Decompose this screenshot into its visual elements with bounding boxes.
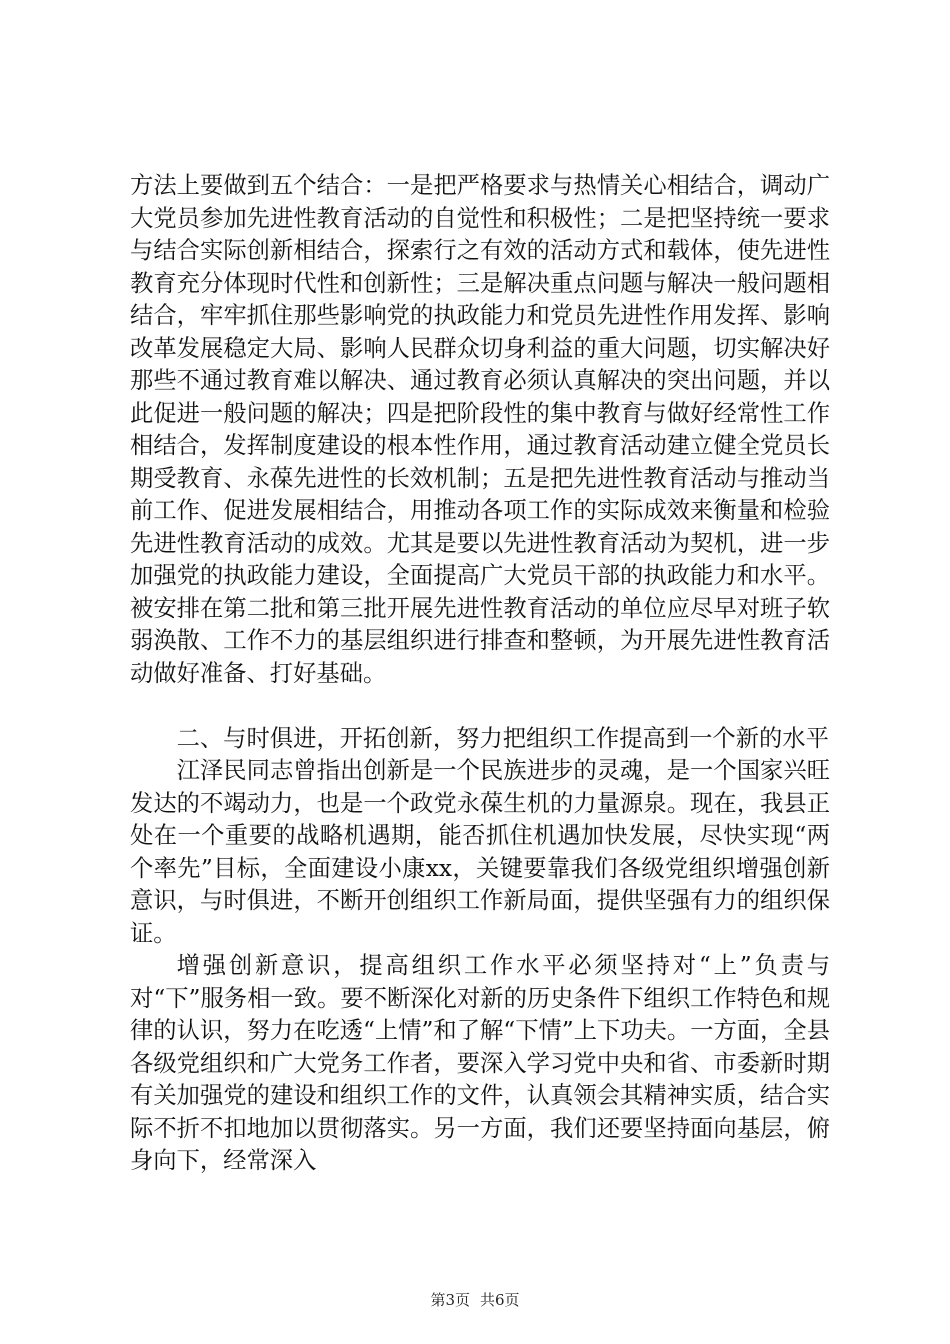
page-footer — [0, 1290, 950, 1310]
page-total: 共6页 — [480, 1291, 520, 1309]
section-heading-innovation: 二、与时俱进，开拓创新，努力把组织工作提高到一个新的水平 — [176, 724, 829, 752]
document-body — [130, 170, 830, 1178]
paragraph-upper-lower-service: 增强创新意识，提高组织工作水平必须坚持对“上”负责与对“下”服务相一致。要不断深化对新的历史条件下组织工作特色和规律的认识，努力在吃透“上情”和了解“下情”上下功夫。一方面，全县各级党组织和广大党务工作者，要深入学习党中央和省、市委新时期有关加强党的建设和组织工作的文件，认真领会其精神实质，结合实际不折不扣地加以贯彻落实。另一方面，我们还要坚持面向基层，俯身向下，经常深入 — [130, 952, 830, 1174]
paragraph-five-combinations: 方法上要做到五个结合：一是把严格要求与热情关心相结合，调动广大党员参加先进性教育活动的自觉性和积极性；二是把坚持统一要求与结合实际创新相结合，探索行之有效的活动方式和载体，使先进性教育充分体现时代性和创新性；三是解决重点问题与解决一般问题相结合，牢牢抓住那些影响党的执政能力和党员先进性作用发挥、影响改革发展稳定大局、影响人民群众切身利益的重大问题，切实解决好那些不通过教育难以解决、通过教育必须认真解决的突出问题，并以此促进一般问题的解决；四是把阶段性的集中教育与做好经常性工作相结合，发挥制度建设的根本性作用，通过教育活动建立健全党员长期受教育、永葆先进性的长效机制；五是把先进性教育活动与推动当前工作、促进发展相结合，用推动各项工作的实际成效来衡量和检验先进性教育活动的成效。尤其是要以先进性教育活动为契机，进一步加强党的执政能力建设，全面提高广大党员干部的执政能力和水平。被安排在第二批和第三批开展先进性教育活动的单位应尽早对班子软弱涣散、工作不力的基层组织进行排查和整顿，为开展先进性教育活动做好准备、打好基础。 — [130, 172, 830, 687]
paragraph-innovation-soul: 江泽民同志曾指出创新是一个民族进步的灵魂，是一个国家兴旺发达的不竭动力，也是一个政党永葆生机的力量源泉。现在，我县正处在一个重要的战略机遇期，能否抓住机遇加快发展，尽快实现“两个率先”目标，全面建设小康xx，关键要靠我们各级党组织增强创新意识，与时俱进，不断开创组织工作新局面，提供坚强有力的组织保证。 — [130, 757, 830, 947]
page-number: 第3页 — [430, 1291, 470, 1309]
